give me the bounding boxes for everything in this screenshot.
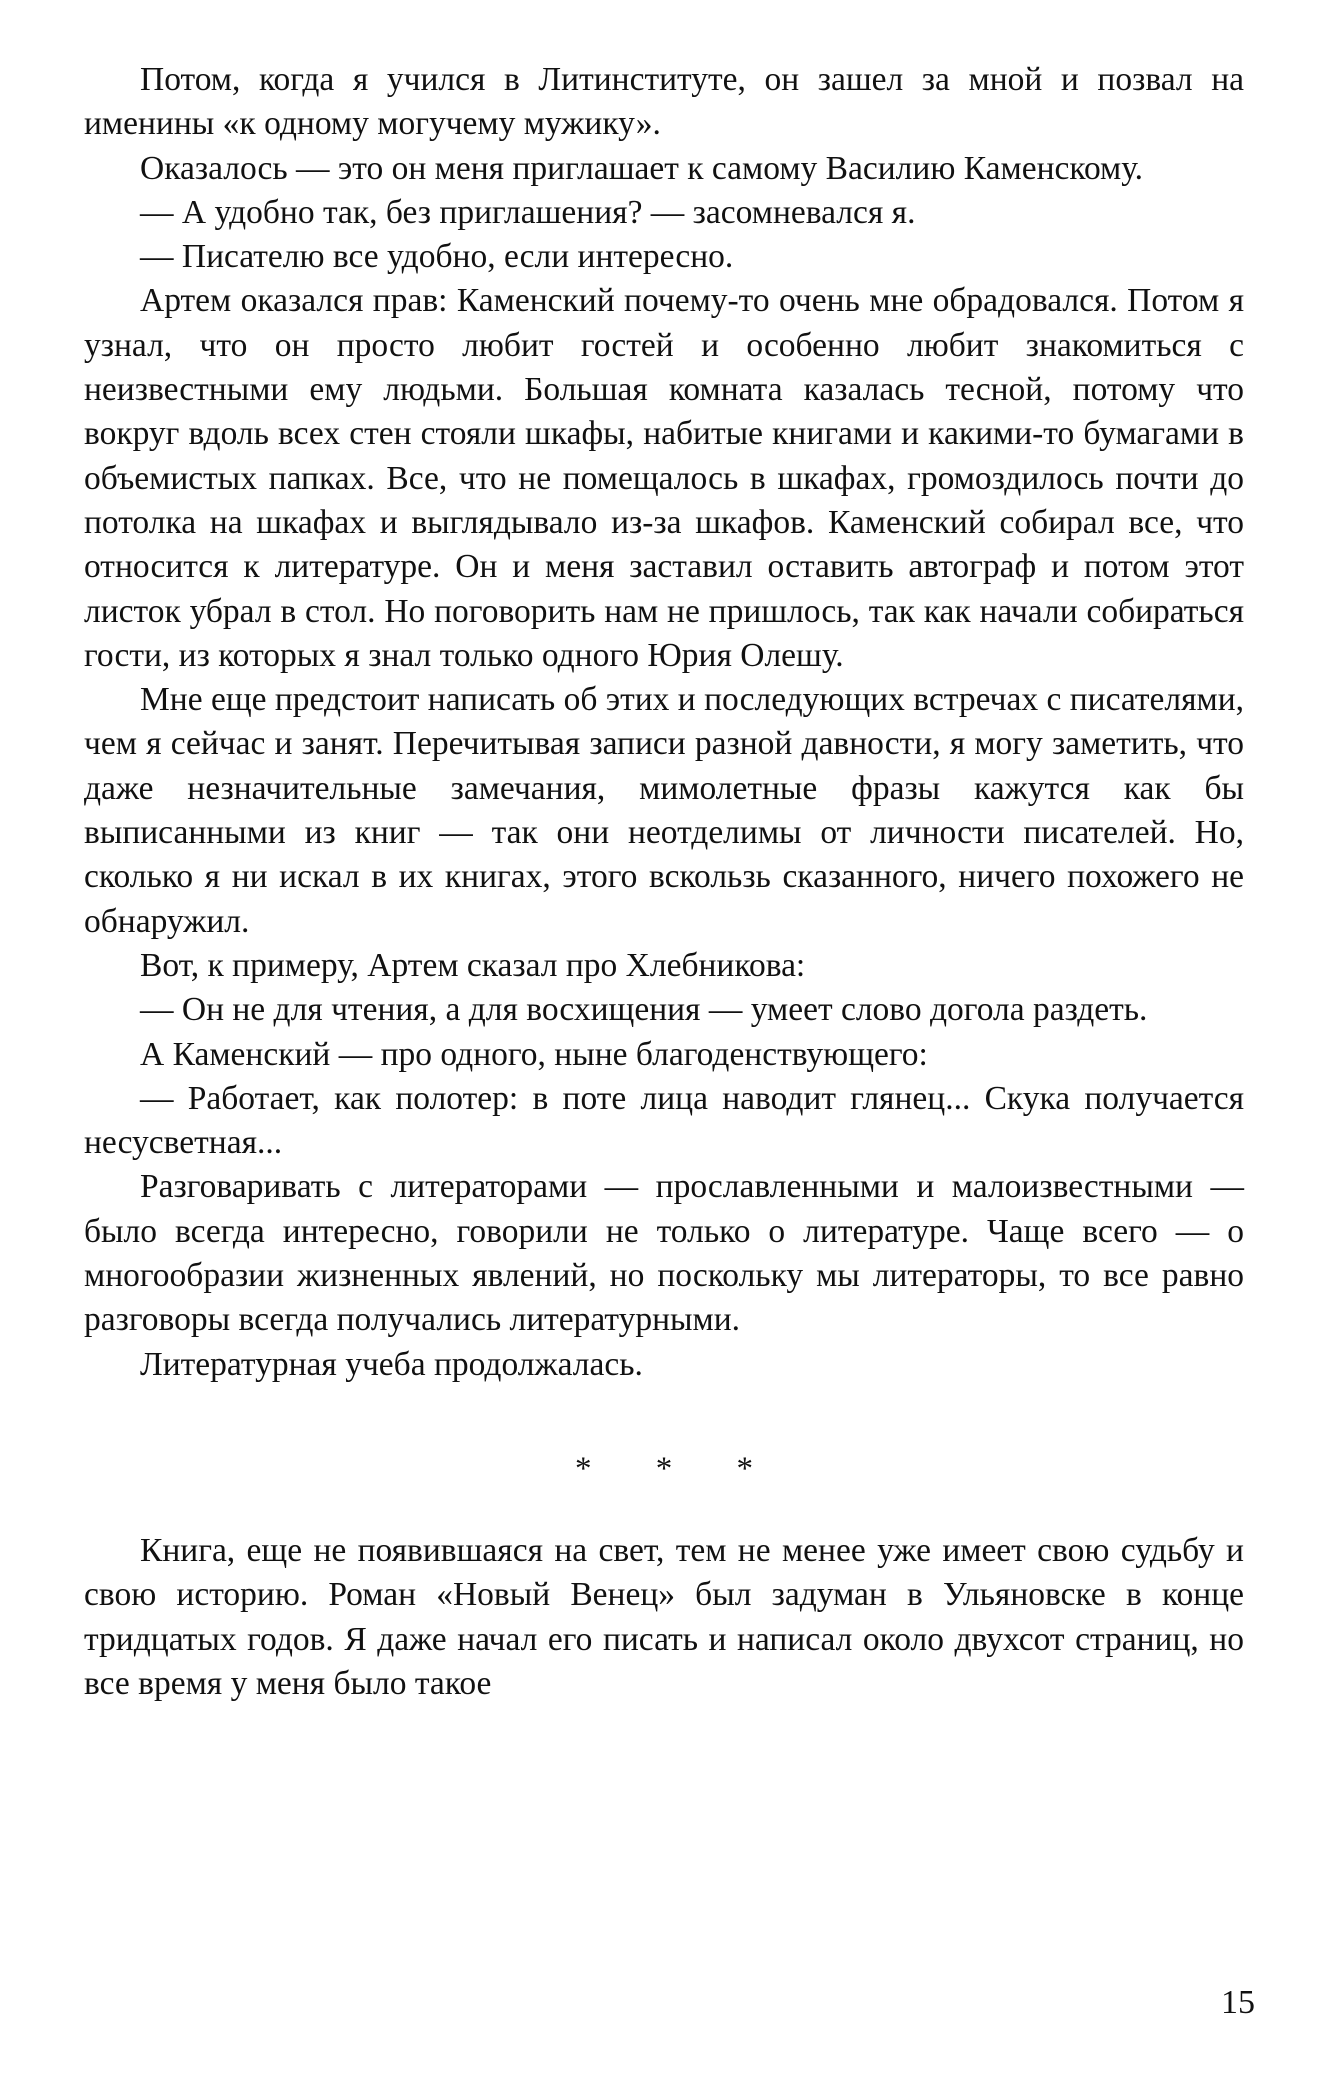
paragraph-3: Артем оказался прав: Каменский почему-то очень мне обрадовался. Потом я узнал, что он просто любит гостей и особенно любит знакомиться с неизвестными ему людьми. Большая комната казалась тесной, потому что вокруг вдоль всех стен стояли шкафы, набитые книгами и какими-то бумагами в объемистых папках. Все, что не помещалось в шкафах, громоздилось почти до потолка на шкафах и выглядывало из-за шкафов. Каменский собирал все, что относится к литературе. Он и меня заставил оставить автограф и потом этот листок убрал в стол. Но поговорить нам не пришлось, так как начали собираться гости, из которых я знал только одного Юрия Олешу. [84,282,1244,674]
paragraph-2: Оказалось — это он меня приглашает к самому Василию Каменскому. [140,149,1144,187]
paragraph-6: А Каменский — про одного, ныне благоденствующего: [140,1035,928,1073]
paragraph-9: Книга, еще не появившаяся на свет, тем не менее уже имеет свою судьбу и свою историю. Роман «Новый Венец» был задуман в Ульяновске в конце тридцатых годов. Я даже начал его писать и написал около двухсот страниц, но все время у меня было такое [84,1531,1244,1702]
paragraph-8: Литературная учеба продолжалась. [140,1345,643,1383]
page-number: 15 [1221,1984,1255,2021]
paragraph-7: Разговаривать с литераторами — прославленными и малоизвестными — было всегда интересно, говорили не только о литературе. Чаще всего — о многообразии жизненных явлений, но поскольку мы литераторы, то все равно разговоры всегда получались литературными. [84,1168,1244,1339]
dialogue-line-1: — А удобно так, без приглашения? — засомневался я. [140,193,916,231]
dialogue-line-4: — Работает, как полотер: в поте лица наводит глянец... Скука получается несусветная... [84,1079,1244,1162]
section-separator: * * * [575,1450,781,1487]
dialogue-line-3: — Он не для чтения, а для восхищения — умеет слово догола раздеть. [140,991,1148,1029]
page-body [84,58,1244,1706]
paragraph-4: Мне еще предстоит написать об этих и последующих встречах с писателями, чем я сейчас и занят. Перечитывая записи разной давности, я могу заметить, что даже незначительные замечания, мимолетные фразы кажутся как бы выписанными из книг — так они неотделимы от личности писателей. Но, сколько я ни искал в их книгах, этого вскользь сказанного, ничего похожего не обнаружил. [84,681,1244,940]
paragraph-1: Потом, когда я учился в Литинституте, он зашел за мной и позвал на именины «к одному могучему мужику». [84,61,1244,143]
dialogue-line-2: — Писателю все удобно, если интересно. [140,238,734,276]
paragraph-5: Вот, к примеру, Артем сказал про Хлебникова: [140,946,806,984]
